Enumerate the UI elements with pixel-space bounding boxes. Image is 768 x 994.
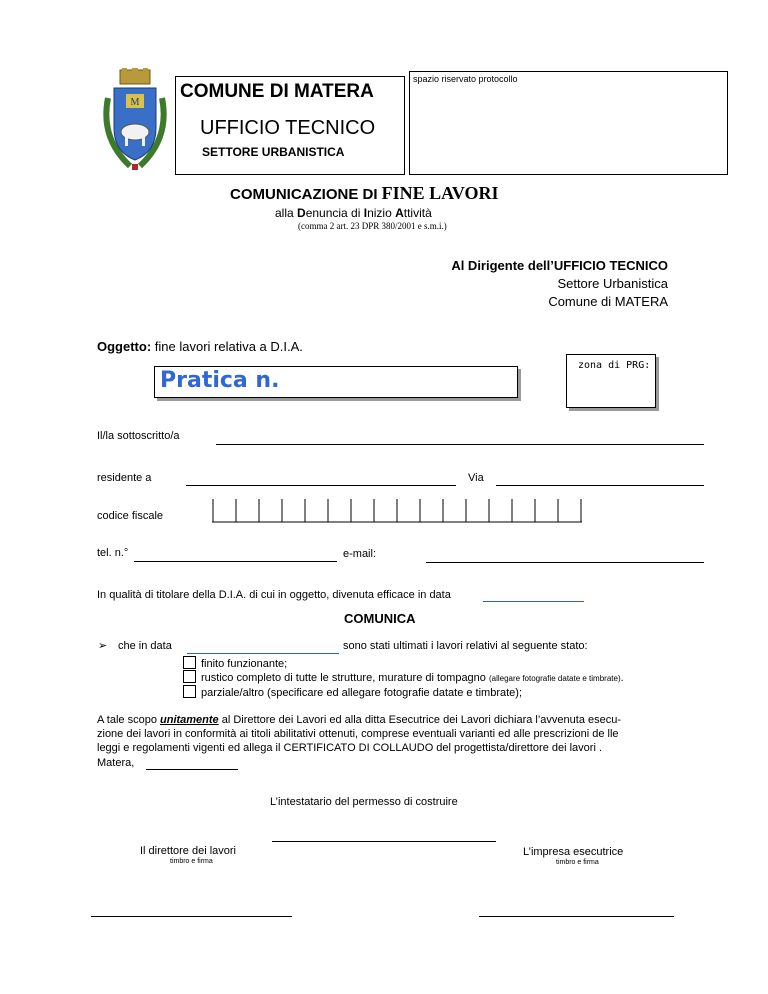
efficace-date-field[interactable]	[483, 601, 584, 602]
comunica-heading: COMUNICA	[344, 611, 416, 626]
recipient-line1: Al Dirigente dell’UFFICIO TECNICO	[451, 258, 668, 273]
option-finito[interactable]	[183, 656, 287, 670]
paragraph-line3: leggi e regolamenti vigenti ed allega il CERTIFICATO DI COLLAUDO del progettista/direttore dei lavori .	[97, 742, 603, 754]
impresa-signature-line[interactable]	[479, 916, 674, 917]
paragraph-line1	[97, 714, 621, 726]
codice-fiscale-label: codice fiscale	[97, 510, 164, 522]
subtitle-initial: D	[297, 206, 306, 220]
matera-place: Matera,	[97, 757, 135, 769]
email-label: e-mail:	[343, 548, 377, 560]
svg-text:M: M	[130, 97, 140, 108]
sottoscritto-label: Il/la sottoscritto/a	[97, 430, 180, 442]
tel-field[interactable]	[134, 561, 337, 562]
email-field[interactable]	[426, 562, 704, 563]
finito-checkbox[interactable]	[183, 656, 196, 669]
title-reference: (comma 2 art. 23 DPR 380/2001 e s.m.i.)	[298, 221, 447, 231]
option-label: rustico completo di tutte le strutture, murature di tompagno	[201, 672, 489, 684]
comune-title: COMUNE DI MATERA	[180, 81, 374, 102]
rustico-checkbox[interactable]	[183, 670, 196, 683]
sottoscritto-field[interactable]	[216, 444, 704, 445]
oggetto-label: Oggetto:	[97, 339, 152, 354]
direttore-label: Il direttore dei lavori	[140, 845, 236, 857]
oggetto-line	[97, 339, 303, 354]
subtitle-initial: A	[395, 206, 404, 220]
bullet-arrow-icon: ➢	[98, 640, 108, 652]
coat-of-arms-logo	[100, 68, 170, 172]
via-field[interactable]	[496, 485, 704, 486]
subtitle-part: alla	[275, 206, 298, 220]
protocollo-box[interactable]	[409, 71, 728, 175]
intestatario-label: L’intestatario del permesso di costruire	[270, 796, 458, 808]
impresa-label: L’impresa esecutrice	[523, 846, 624, 858]
codice-fiscale-grid	[212, 497, 582, 523]
recipient-line2: Settore Urbanistica	[557, 276, 668, 291]
paragraph-start: A tale scopo	[97, 714, 160, 726]
subtitle-part: ttività	[403, 206, 432, 220]
settore-title: SETTORE URBANISTICA	[202, 145, 345, 159]
paragraph-text: al Direttore dei Lavori ed alla ditta Esecutrice dei Lavori dichiara l’avvenuta esecu-	[218, 714, 622, 726]
ufficio-title: UFFICIO TECNICO	[200, 117, 376, 139]
ultimazione-text: sono stati ultimati i lavori relativi al seguente stato:	[343, 640, 588, 652]
codice-fiscale-field[interactable]	[212, 497, 582, 523]
pratica-label: Pratica n.	[160, 368, 280, 393]
paragraph-line2: zione dei lavori in conformità ai titoli abilitativi ottenuti, comprese eventuali varianti ed alle prescrizioni de lle	[97, 728, 619, 740]
title-main: FINE LAVORI	[381, 183, 499, 203]
subtitle-initial: I	[363, 206, 368, 220]
direttore-note: timbro e firma	[170, 858, 213, 865]
subtitle-part: nizio	[367, 206, 396, 220]
intestatario-signature-line[interactable]	[272, 841, 496, 842]
recipient-line3: Comune di MATERA	[548, 294, 668, 309]
ultimazione-date-field[interactable]	[187, 653, 339, 654]
protocollo-label: spazio riservato protocollo	[413, 74, 518, 84]
che-in-data-label: che in data	[118, 640, 172, 652]
residente-field[interactable]	[186, 485, 456, 486]
option-end: .	[620, 672, 624, 684]
title-subtitle	[275, 206, 432, 220]
option-label: parziale/altro (specificare ed allegare fotografie datate e timbrate);	[201, 687, 523, 699]
option-label: finito funzionante;	[201, 658, 288, 670]
tel-label: tel. n.°	[97, 547, 129, 559]
paragraph-emphasis: unitamente	[160, 714, 219, 726]
matera-date-field[interactable]	[146, 769, 238, 770]
parziale-checkbox[interactable]	[183, 685, 196, 698]
title-prefix: COMUNICAZIONE DI	[230, 186, 382, 203]
option-note: (allegare fotografie datate e timbrate)	[488, 674, 621, 683]
zona-prg-label: zona di PRG:	[578, 360, 651, 371]
direttore-signature-line[interactable]	[91, 916, 292, 917]
subtitle-part: enuncia di	[305, 206, 364, 220]
oggetto-text: fine lavori relativa a D.I.A.	[151, 339, 303, 354]
option-rustico[interactable]	[183, 670, 624, 684]
via-label: Via	[468, 472, 484, 484]
impresa-note: timbro e firma	[556, 859, 599, 866]
qualita-text: In qualità di titolare della D.I.A. di cui in oggetto, divenuta efficace in data	[97, 589, 451, 601]
option-parziale[interactable]	[183, 685, 522, 699]
residente-label: residente a	[97, 472, 152, 484]
document-title	[230, 183, 499, 204]
